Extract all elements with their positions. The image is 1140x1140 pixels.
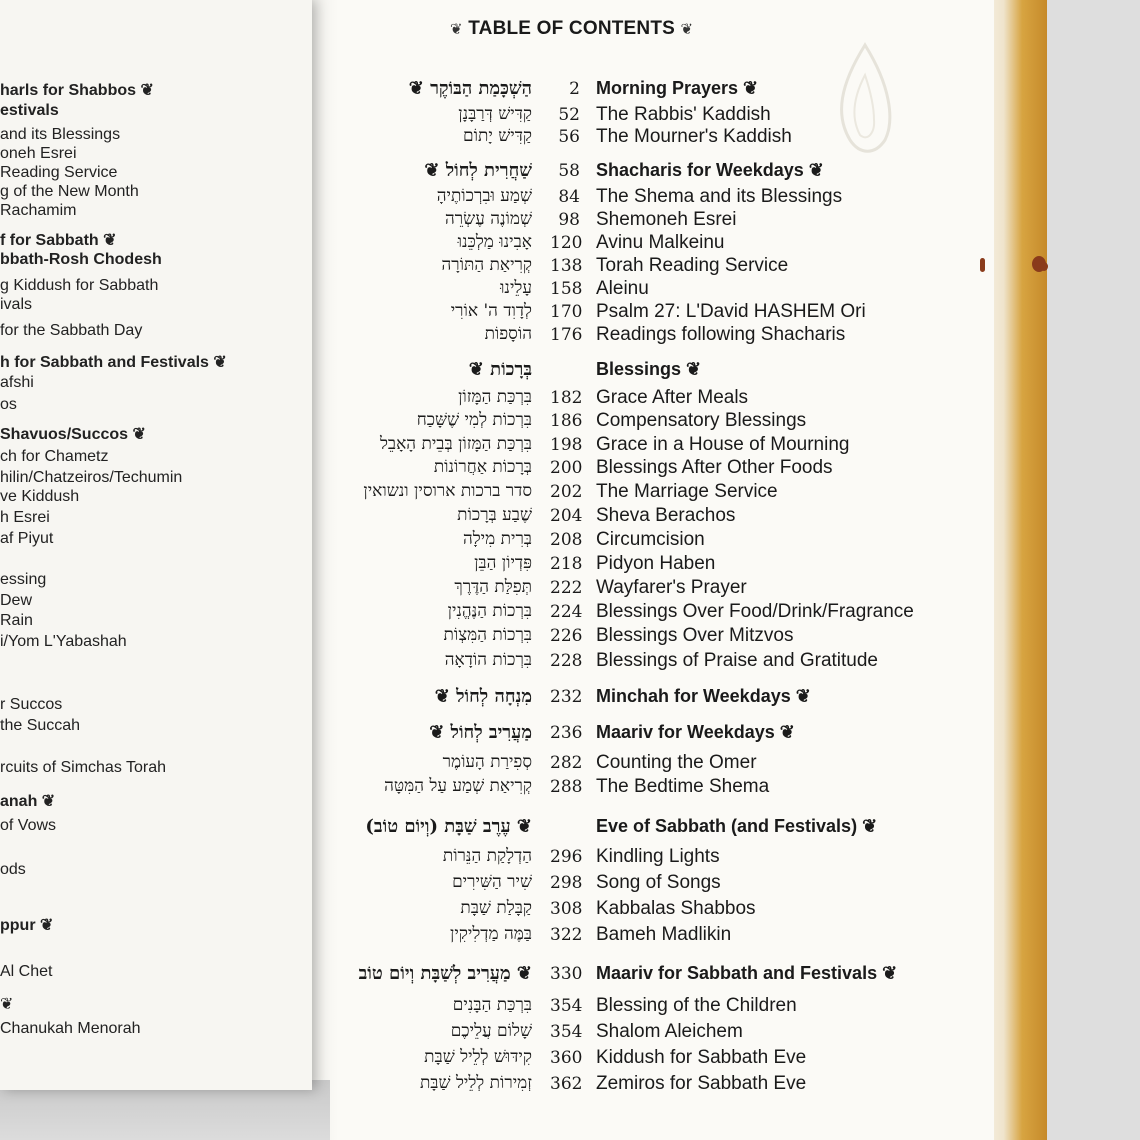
left-page-line: h Esrei [0,509,50,526]
page-number: 98 [558,210,580,230]
left-page-line: for the Sabbath Day [0,322,143,339]
toc-entry [330,577,970,601]
hebrew-title: הַדְלָקַת הַנֵּרוֹת [442,846,532,866]
stain-mark [980,258,985,272]
english-title: Minchah for Weekdays ❦ [596,686,811,706]
hebrew-title: מִנְחָה לְחוֹל ❦ [434,686,532,707]
page-number: 200 [550,458,583,478]
left-page-line: os [0,396,17,413]
left-page-line: Shavuos/Succos ❦ [0,426,146,443]
english-title: Compensatory Blessings [596,410,807,431]
toc-section-heading [330,160,970,184]
toc-entry [330,387,970,411]
left-page-line: anah ❦ [0,793,56,810]
left-page-line: hilin/Chatzeiros/Techumin [0,469,183,486]
hebrew-title: סְפִירַת הָעוֹמֶר [442,752,532,772]
english-title: Zemiros for Sabbath Eve [596,1073,807,1094]
english-title: Wayfarer's Prayer [596,577,747,598]
english-title: Maariv for Weekdays ❦ [596,722,795,742]
page-number: 198 [550,435,583,455]
english-title: Blessings of Praise and Gratitude [596,650,878,671]
page-number: 236 [550,723,583,743]
toc-title [450,18,693,40]
left-page-line: and its Blessings [0,126,121,143]
toc-entry [330,924,970,948]
hebrew-title: הוֹסָפוֹת [484,324,532,344]
book-cover-edge [985,0,1047,1140]
english-title: Bameh Madlikin [596,924,732,945]
toc-entry [330,457,970,481]
toc-section-heading [330,78,970,102]
toc-entry [330,278,970,302]
page-number: 120 [550,233,583,253]
page-number: 362 [550,1074,583,1094]
left-page-line: g of the New Month [0,183,139,200]
hebrew-title: ❦ עֶרֶב שַׁבָּת (וְיוֹם טוֹב) [365,816,532,837]
hebrew-title: קְרִיאַת שְׁמַע עַל הַמִּטָּה [384,776,532,796]
page-number: 208 [550,530,583,550]
toc-section-heading [330,686,970,710]
page-number: 202 [550,482,583,502]
english-title: Sheva Berachos [596,505,736,526]
left-page-line: bbath-Rosh Chodesh [0,251,162,268]
page-number: 84 [558,187,580,207]
hebrew-title: שְׁמַע וּבִרְכוֹתֶיהָ [436,186,532,206]
hebrew-title: בְּרָכוֹת אַחֲרוֹנוֹת [433,457,532,477]
page-number: 360 [550,1048,583,1068]
english-title: Readings following Shacharis [596,324,846,345]
left-page [0,0,312,1090]
english-title: Psalm 27: L'David HASHEM Ori [596,301,866,322]
toc-entry [330,872,970,896]
left-page-line: afshi [0,374,34,391]
page-number: 354 [550,1022,583,1042]
english-title: Kindling Lights [596,846,720,867]
english-title: Grace in a House of Mourning [596,434,850,455]
left-page-line: Rachamim [0,202,77,219]
page-number: 232 [550,687,583,707]
english-title: Shemoneh Esrei [596,209,737,230]
page-number: 2 [569,79,580,99]
english-title: Kiddush for Sabbath Eve [596,1047,807,1068]
toc-section-heading [330,722,970,746]
english-title: Blessings Over Food/Drink/Fragrance [596,601,914,622]
left-page-line: the Succah [0,717,81,734]
page-number: 296 [550,847,583,867]
toc-entry [330,898,970,922]
hebrew-title: פִּדְיוֹן הַבֵּן [474,553,532,573]
toc-section-heading [330,963,970,987]
left-page-line: ❦ [0,996,14,1013]
page-number: 226 [550,626,583,646]
hebrew-title: בִּרְכוֹת הַנֶּהֱנִין [447,601,532,621]
left-page-line: r Succos [0,696,63,713]
toc-entry [330,209,970,233]
toc-entry [330,650,970,674]
english-title: Counting the Omer [596,752,757,773]
hebrew-title: שָׁלוֹם עֲלֵיכֶם [450,1021,532,1041]
toc-entry [330,752,970,776]
hebrew-title: עָלֵינוּ [500,278,532,298]
ornament-icon: ❦ [680,20,694,38]
english-title: Morning Prayers ❦ [596,78,759,98]
page-number: 218 [550,554,583,574]
left-page-line: Rain [0,612,33,629]
toc-entry [330,324,970,348]
hebrew-title: קַבָּלַת שַׁבָּת [460,898,532,918]
english-title: Avinu Malkeinu [596,232,725,253]
left-page-line: i/Yom L'Yabashah [0,633,127,650]
hebrew-title: בְּרָכוֹת ❦ [468,359,532,380]
left-page-line: h for Sabbath and Festivals ❦ [0,354,227,371]
hebrew-title: סדר ברכות ארוסין ונשואין [363,481,532,501]
left-page-line: Al Chet [0,963,53,980]
toc-entry [330,301,970,325]
english-title: Circumcision [596,529,705,550]
toc-entry [330,601,970,625]
page-number: 182 [550,388,583,408]
page-number: 224 [550,602,583,622]
hebrew-title: בִּרְכַּת הַמָּזוֹן [458,387,532,407]
page-number: 282 [550,753,583,773]
hebrew-title: קְרִיאַת הַתּוֹרָה [441,255,532,275]
hebrew-title: בִּרְכַּת הַמָּזוֹן בְּבֵית הָאָבֵל [379,434,532,454]
page-number: 228 [550,651,583,671]
toc-section-heading [330,359,970,383]
toc-title-text: TABLE OF CONTENTS [468,18,676,39]
english-title: Shacharis for Weekdays ❦ [596,160,824,180]
left-page-line: Dew [0,592,33,609]
left-page-line: rcuits of Simchas Torah [0,759,166,776]
english-title: The Marriage Service [596,481,778,502]
left-page-line: oneh Esrei [0,145,77,162]
toc-entry [330,232,970,256]
left-page-line: essing [0,571,47,588]
hebrew-title: בַּמֶּה מַדְלִיקִין [449,924,532,944]
hebrew-title: שְׁמוֹנֶה עֶשְׂרֵה [445,209,532,229]
page-number: 204 [550,506,583,526]
toc-entry [330,776,970,800]
hebrew-title: בִּרְכַּת הַבָּנִים [452,995,532,1015]
toc-entry [330,434,970,458]
page-number: 222 [550,578,583,598]
english-title: Eve of Sabbath (and Festivals) ❦ [596,816,878,836]
hebrew-title: אָבִינוּ מַלְכֵּנוּ [457,232,532,252]
page-number: 58 [558,161,580,181]
english-title: Shalom Aleichem [596,1021,743,1042]
english-title: Pidyon Haben [596,553,716,574]
english-title: Blessings ❦ [596,359,702,379]
toc-section-heading [330,816,970,840]
hebrew-title: לְדָוִד ה' אוֹרִי [450,301,532,321]
english-title: Torah Reading Service [596,255,789,276]
hebrew-title: בִּרְכוֹת הוֹדָאָה [444,650,532,670]
toc-entry [330,186,970,210]
toc-entry [330,846,970,870]
hebrew-title: קִידּוּשׁ לְלֵיל שַׁבָּת [424,1047,532,1067]
hebrew-title: תְּפִלַּת הַדֶּרֶךְ [454,577,532,597]
left-page-line: of Vows [0,817,57,834]
english-title: Blessing of the Children [596,995,797,1016]
left-page-line: estivals [0,102,59,119]
page-number: 170 [550,302,583,322]
ornament-icon: ❦ [450,20,463,38]
page-number: 322 [550,925,583,945]
toc-entry [330,995,970,1019]
page-number: 52 [558,105,580,125]
page-number: 176 [550,325,583,345]
hebrew-title: זְמִירוֹת לְלֵיל שַׁבָּת [419,1073,532,1093]
left-page-line: ivals [0,296,33,313]
left-page-line: harls for Shabbos ❦ [0,82,154,99]
left-page-line: ch for Chametz [0,448,109,465]
hebrew-title: מַעֲרִיב לְחוֹל ❦ [429,722,532,743]
page-number: 56 [558,127,580,147]
english-title: Kabbalas Shabbos [596,898,756,919]
hebrew-title: בִּרְכוֹת הַמִּצְוֹת [443,625,532,645]
toc-entry [330,1021,970,1045]
english-title: Maariv for Sabbath and Festivals ❦ [596,963,898,983]
page-number: 298 [550,873,583,893]
toc-entry [330,1073,970,1097]
page-number: 186 [550,411,583,431]
toc-entry [330,553,970,577]
stain-mark [1040,262,1048,271]
hebrew-title: הַשְׁכָּמַת הַבּוֹקֶר ❦ [408,78,532,99]
hebrew-title: ❦ מַעֲרִיב לְשַׁבָּת וְיוֹם טוֹב [358,963,532,984]
english-title: The Bedtime Shema [596,776,770,797]
left-page-line: ve Kiddush [0,488,80,505]
left-page-line: ppur ❦ [0,917,54,934]
hebrew-title: בְּרִית מִילָה [462,529,532,549]
english-title: Blessings Over Mitzvos [596,625,794,646]
toc-entry [330,104,970,128]
page-number: 158 [550,279,583,299]
toc-entry [330,529,970,553]
hebrew-title: בִּרְכוֹת לְמִי שֶׁשָּׁכַח [416,410,532,430]
left-page-line: g Kiddush for Sabbath [0,277,159,294]
page-number: 308 [550,899,583,919]
toc-entry [330,625,970,649]
toc-entry [330,410,970,434]
left-page-line: Reading Service [0,164,118,181]
page-number: 138 [550,256,583,276]
page-number: 288 [550,777,583,797]
hebrew-title: שִׁיר הַשִּׁירִים [452,872,532,892]
english-title: The Shema and its Blessings [596,186,843,207]
hebrew-title: קַדִּישׁ יָתוֹם [463,126,532,146]
toc-entry [330,481,970,505]
toc-entry [330,255,970,279]
english-title: The Mourner's Kaddish [596,126,792,147]
left-page-line: af Piyut [0,530,54,547]
left-page-line: ods [0,861,26,878]
english-title: Song of Songs [596,872,721,893]
english-title: Aleinu [596,278,649,299]
left-page-line: f for Sabbath ❦ [0,232,117,249]
english-title: The Rabbis' Kaddish [596,104,771,125]
toc-entry [330,505,970,529]
page-number: 330 [550,964,583,984]
hebrew-title: קַדִּישׁ דְּרַבָּנָן [458,104,532,124]
toc-entry [330,1047,970,1071]
page-number: 354 [550,996,583,1016]
toc-entry [330,126,970,150]
hebrew-title: שַׁחֲרִית לְחוֹל ❦ [424,160,532,181]
hebrew-title: שֶׁבַע בְּרָכוֹת [457,505,532,525]
english-title: Blessings After Other Foods [596,457,833,478]
left-page-line: Chanukah Menorah [0,1020,141,1037]
english-title: Grace After Meals [596,387,749,408]
left-page-text [0,0,300,1080]
